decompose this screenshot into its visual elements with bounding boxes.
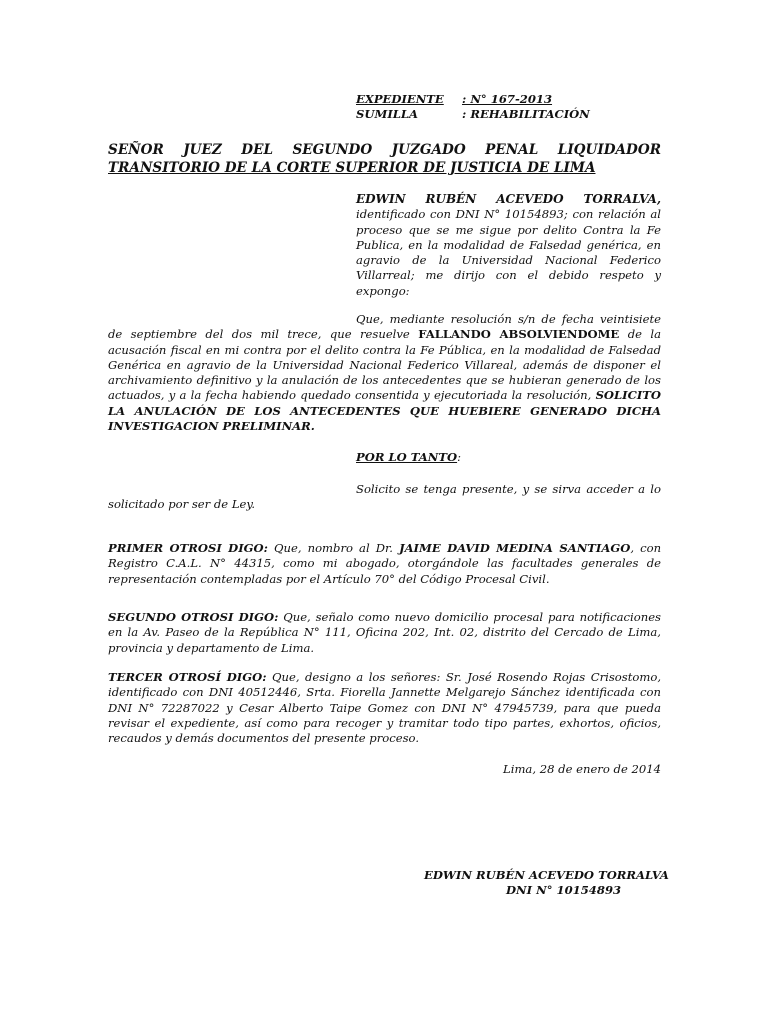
addressee-line-2: TRANSITORIO DE LA CORTE SUPERIOR DE JUSTICIA DE LIMA xyxy=(108,160,596,176)
primer-otrosi-text-1: Que, nombro al Dr. xyxy=(274,541,393,555)
petitioner-intro xyxy=(356,192,661,299)
por-lo-tanto-paragraph xyxy=(108,482,661,513)
tercer-otrosi-label: TERCER OTROSÍ DIGO: xyxy=(108,670,267,684)
main-text-2: de la acusación fiscal en mi contra por el delito contra la Fe Pública, en la modalidad de Falsedad Genérica en agravio de la Universidad Nacional Federico Villareal, además de disponer el archivamiento definitivo y la anulación de los antecedentes que se hubieran generado de los actuados, y a la fecha habiendo quedado consentida y ejecutoriada la resolución, xyxy=(108,327,661,403)
expediente-row xyxy=(356,92,590,107)
petitioner-identification: identificado con DNI N° 10154893; con relación al proceso que se me sigue por delito Contra la Fe Publica, en la modalidad de Falsedad genérica, en agravio de la Universidad Nacional Federico Villarreal; me dirijo con el debido respeto y expongo: xyxy=(356,207,661,298)
main-request-paragraph xyxy=(108,312,661,434)
por-lo-tanto-label: POR LO TANTO xyxy=(356,450,458,464)
sumilla-row xyxy=(356,107,590,122)
document-date: Lima, 28 de enero de 2014 xyxy=(503,762,661,776)
primer-otrosi-text-2: , con Registro C.A.L. N° 44315, como mi abogado, otorgándole las facultades generales de representación contempladas por el Artículo 70° del Código Procesal Civil. xyxy=(108,541,662,586)
expediente-value: : N° 167-2013 xyxy=(462,92,553,106)
lawyer-name: JAIME DAVID MEDINA SANTIAGO xyxy=(399,541,631,555)
expediente-label: EXPEDIENTE xyxy=(356,92,444,106)
case-header xyxy=(356,92,590,122)
sumilla-value: : REHABILITACIÓN xyxy=(462,107,590,121)
segundo-otrosi-label: SEGUNDO OTROSI DIGO: xyxy=(108,610,279,624)
por-lo-tanto-first-line: Solicito se tenga presente, y se sirva acceder a lo xyxy=(356,482,661,496)
segundo-otrosi-text: Que, señalo como nuevo domicilio procesal para notificaciones en la Av. Paseo de la República N° 111, Oficina 202, Int. 02, distrito del Cercado de Lima, provincia y departamento de Lima. xyxy=(108,610,662,655)
main-bold-verdict: FALLANDO ABSOLVIENDOME xyxy=(418,327,620,342)
main-body xyxy=(108,327,661,434)
por-lo-tanto-rest: solicitado por ser de Ley. xyxy=(108,497,256,512)
signature-name: EDWIN RUBÉN ACEVEDO TORRALVA xyxy=(424,868,669,882)
segundo-otrosi-paragraph xyxy=(108,610,661,656)
main-text-1: de septiembre del dos mil trece, que resuelve xyxy=(108,327,410,342)
main-bold-request: SOLICITO LA ANULACIÓN DE LOS ANTECEDENTES QUE HUEBIERE GENERADO DICHA INVESTIGACION PRELIMINAR. xyxy=(108,388,661,434)
sumilla-label: SUMILLA xyxy=(356,107,419,121)
main-first-line: Que, mediante resolución s/n de fecha veintisiete xyxy=(356,312,661,326)
tercer-otrosi-text: Que, designo a los señores: Sr. José Rosendo Rojas Crisostomo, identificado con DNI 40512446, Srta. Fiorella Jannette Melgarejo Sánchez identificada con DNI N° 72287022 y Cesar Alberto Taipe Gomez con DNI N° 47945739, para que pueda revisar el expediente, así como para recoger y tramitar todo tipo partes, exhortos, oficios, recaudos y demás documentos del presente proceso. xyxy=(108,670,662,746)
por-lo-tanto-heading xyxy=(356,450,661,465)
addressee-line-1: SEÑOR JUEZ DEL SEGUNDO JUZGADO PENAL LIQUIDADOR xyxy=(108,142,661,158)
primer-otrosi-label: PRIMER OTROSI DIGO: xyxy=(108,541,268,555)
signature-dni: DNI N° 10154893 xyxy=(506,883,622,897)
por-lo-tanto-colon: : xyxy=(457,450,461,464)
petitioner-name: EDWIN RUBÉN ACEVEDO TORRALVA, xyxy=(356,192,661,206)
addressee-heading xyxy=(108,141,661,177)
primer-otrosi-paragraph xyxy=(108,541,661,587)
tercer-otrosi-paragraph xyxy=(108,670,661,746)
